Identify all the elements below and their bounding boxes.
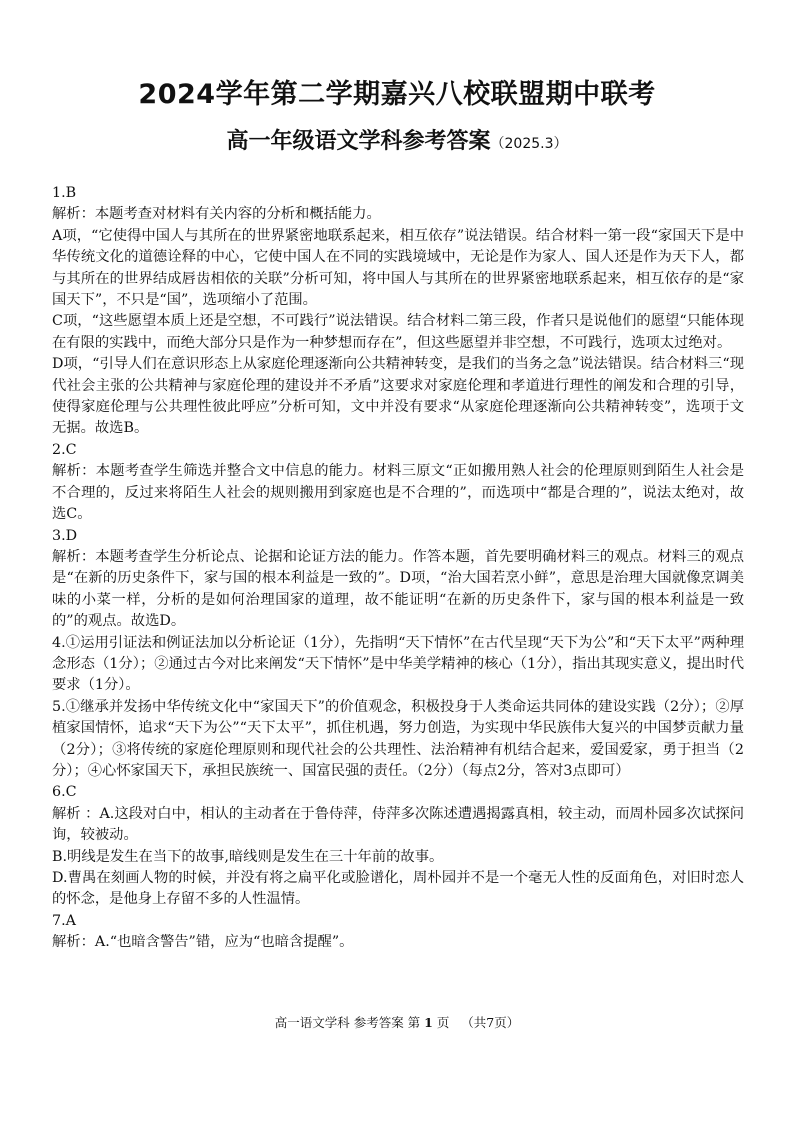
answer-line: 6.C xyxy=(52,784,77,801)
answer-line: B.明线是发生在当下的故事,暗线则是发生在三十年前的故事。 xyxy=(52,848,444,865)
document-title: 2024学年第二学期嘉兴八校联盟期中联考 xyxy=(138,79,656,110)
answer-line: 4.①运用引证法和例证法加以分析论证（1分），先指明“天下情怀”在古代呈现“天下为公”和“天下太平”两种理念形态（1分）；②通过古今对比来阐发“天下情怀”是中华美学精神的核心（1分），指出其现实意义，提出时代要求（1分）。 xyxy=(52,634,744,694)
answer-content xyxy=(52,183,744,954)
footer-text: 高一语文学科 参考答案 第 xyxy=(274,1015,421,1030)
answer-line: 解析：本题考查学生分析论点、论据和论证方法的能力。作答本题，首先要明确材料三的观点。材料三的观点是“在新的历史条件下，家与国的根本利益是一致的”。D项，“治大国若烹小鲜”，意思是治理大国就像烹调美味的小菜一样，分析的是如何治理国家的道理，故不能证明“在新的历史条件下，家与国的根本利益是一致的”的观点。故选D。 xyxy=(52,548,744,630)
answer-line: D项，“引导人们在意识形态上从家庭伦理逐渐向公共精神转变，是我们的当务之急”说法错误。结合材料三“现代社会主张的公共精神与家庭伦理的建设并不矛盾”这要求对家庭伦理和孝道进行理性的阐发和合理的引导，使得家庭伦理与公共理性彼此呼应”分析可知，文中并没有要求“从家庭伦理逐渐向公共精神转变”，选项于文无据。故选B。 xyxy=(52,356,744,437)
subtitle-date: （2025.3） xyxy=(490,136,568,152)
subtitle-text: 高一年级语文学科参考答案 xyxy=(226,129,491,154)
answer-line: 解析 ：A.这段对白中，相认的主动者在于鲁侍萍，侍萍多次陈述遭遇揭露真相，较主动，而周朴园多次试探问询，较被动。 xyxy=(52,805,744,844)
answer-line: 5.①继承并发扬中华传统文化中“家国天下”的价值观念，积极投身于人类命运共同体的建设实践（2分）；②厚植家国情怀，追求“天下为公”“天下太平”，抓住机遇，努力创造，为实现中华民族伟大复兴的中国梦贡献力量（2分）；③将传统的家庭伦理原则和现代社会的公共理性、法治精神有机结合起来，爱国爱家，勇于担当（2分）；④心怀家国天下，承担民族统一、国富民强的责任。（2分）（每点2分，答对3点即可） xyxy=(52,698,744,779)
answer-line: D.曹禺在刻画人物的时候，并没有将之扁平化或脸谱化，周朴园并不是一个毫无人性的反面角色，对旧时恋人的怀念，是他身上存留不多的人性温情。 xyxy=(52,870,744,908)
footer-total-pages: （共7页） xyxy=(461,1015,520,1030)
footer-page-number: 1 xyxy=(424,1015,433,1030)
page-footer xyxy=(0,1013,794,1031)
document-subtitle xyxy=(0,124,794,155)
answer-line: 解析：A.“也暗含警告”错，应为“也暗含提醒”。 xyxy=(52,934,354,951)
answer-line: 7.A xyxy=(52,912,76,929)
answer-line: 解析：本题考查学生筛选并整合文中信息的能力。材料三原文“正如搬用熟人社会的伦理原则到陌生人社会是不合理的，反过来将陌生人社会的规则搬用到家庭也是不合理的”，而选项中“都是合理的”，说法太绝对，故选C。 xyxy=(52,463,744,523)
footer-page-suffix: 页 xyxy=(436,1015,450,1030)
answer-line: 2.C xyxy=(52,441,77,458)
answer-line: 解析：本题考查对材料有关内容的分析和概括能力。 xyxy=(52,206,381,223)
answer-line: C项，“这些愿望本质上还是空想，不可践行”说法错误。结合材料二第三段，作者只是说他们的愿望“只能体现在有限的实践中，而绝大部分只是作为一种梦想而存在”，但这些愿望并非空想，不可践行，选项太过绝对。 xyxy=(52,313,744,351)
answer-line: 3.D xyxy=(52,527,78,544)
answer-line: A项，“它使得中国人与其所在的世界紧密地联系起来，相互依存”说法错误。结合材料一第一段“家国天下是中华传统文化的道德诠释的中心，它使中国人在不同的实践境域中，无论是作为家人、国人还是作为天下人，都与其所在的世界结成唇齿相依的关联”分析可知，将中国人与其所在的世界紧密地联系起来，相互依存的是“家国天下”，不只是“国”，选项缩小了范围。 xyxy=(52,227,744,309)
answer-line: 1.B xyxy=(52,185,77,201)
